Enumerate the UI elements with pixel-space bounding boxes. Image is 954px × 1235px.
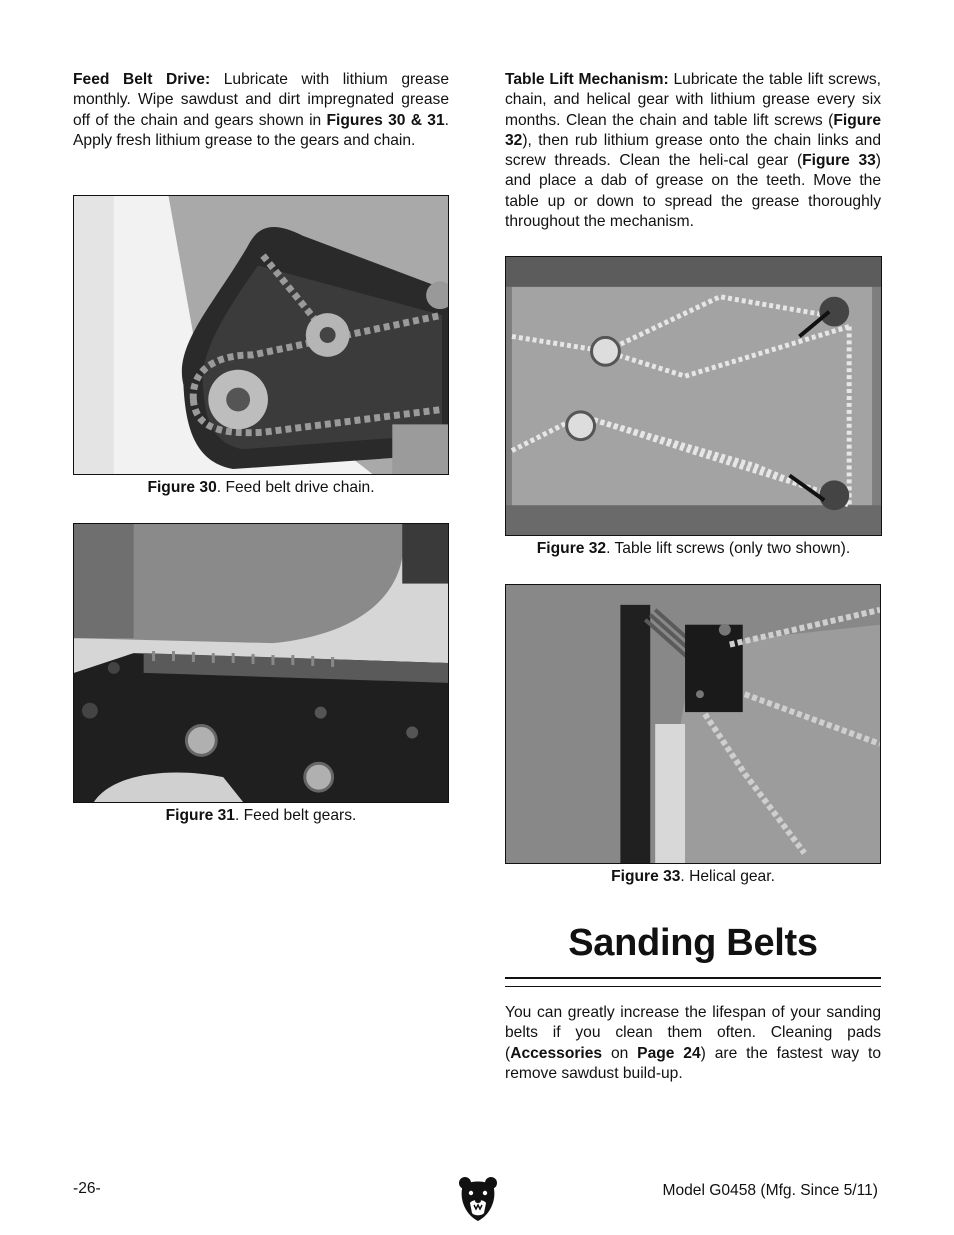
table-lift-label: Table Lift Mechanism: [505, 71, 669, 88]
table-lift-text-1: Lubricate the table lift screws, chain, and helical gear with lithium grease every six months. Clean the chain and table lift screws ( [505, 71, 881, 129]
page-number: -26- [73, 1180, 101, 1197]
sanding-text-2: on [602, 1044, 638, 1062]
feed-belt-text-1: Lubricate with lithium grease monthly. Wipe sawdust and dirt impregnated grease off of the chain and gears shown in [73, 71, 449, 129]
figure-33-caption-text: . Helical gear. [680, 868, 775, 885]
figure-33-label: Figure 33 [611, 868, 681, 885]
heading-rule-thin [505, 986, 881, 987]
figure-30-caption-text: . Feed belt drive chain. [216, 479, 375, 496]
bear-head-logo-icon [458, 1175, 498, 1223]
page-24-ref: Page 24 [637, 1044, 701, 1062]
figure-33-ref: Figure 33 [802, 152, 876, 170]
figure-32-caption-text: . Table lift screws (only two shown). [606, 540, 851, 557]
heading-rule-thick [505, 977, 881, 979]
sanding-text-1: You can greatly increase the lifespan of your sanding belts if you clean them often. Cleaning pads ( [505, 1004, 881, 1062]
figure-32-photo [505, 256, 882, 536]
feed-belt-text-2: . Apply fresh lithium grease to the gears and chain. [73, 111, 449, 149]
figure-32-label: Figure 32 [536, 540, 607, 557]
sanding-text-3: ) are the fastest way to remove sawdust build-up. [505, 1044, 882, 1082]
model-label: Model G0458 (Mfg. Since 5/11) [662, 1182, 878, 1199]
figure-32-caption [505, 540, 882, 558]
table-lift-text-3: ) and place a dab of grease on the teeth. Move the table up or down to spread the grease thoroughly throughout the mechanism. [505, 152, 881, 231]
section-heading: Sanding Belts [568, 922, 818, 964]
figures-30-31-ref: Figures 30 & 31 [326, 111, 445, 129]
figure-33-caption [505, 868, 881, 886]
sanding-belts-paragraph [505, 1003, 881, 1084]
figure-31-caption-text: . Feed belt gears. [234, 807, 357, 824]
figure-33-photo [505, 584, 881, 864]
figure-31-caption [73, 807, 449, 825]
figure-32-ref: Figure 32 [505, 111, 881, 149]
feed-belt-drive-label: Feed Belt Drive: [73, 71, 211, 88]
table-lift-mechanism-paragraph [505, 70, 881, 232]
figure-30-label: Figure 30 [147, 479, 217, 496]
figure-31-photo [73, 523, 449, 803]
accessories-ref: Accessories [510, 1044, 603, 1062]
table-lift-text-2: ), then rub lithium grease onto the chain links and screw threads. Clean the heli-cal gear ( [505, 131, 881, 170]
figure-30-photo [73, 195, 449, 475]
figure-31-label: Figure 31 [165, 807, 235, 824]
feed-belt-drive-paragraph [73, 70, 449, 151]
figure-30-caption [73, 479, 449, 497]
